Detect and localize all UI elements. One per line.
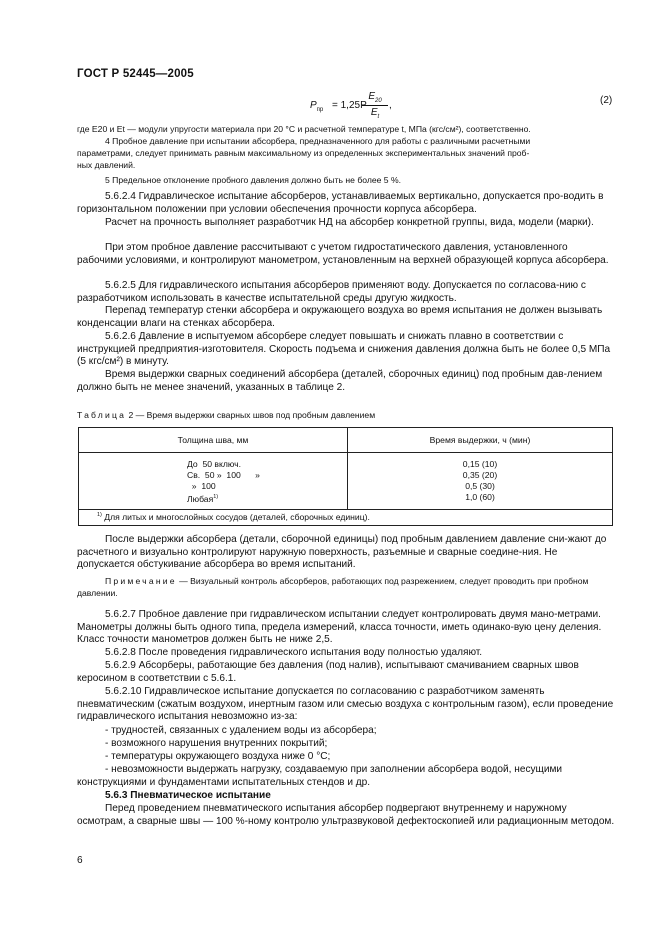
note-text: — Визуальный контроль абсорберов, работающих под разрежением, следует проводить при пробном давлении. (77, 576, 589, 598)
note-label: Примечание (105, 576, 177, 586)
formula-fraction (362, 91, 388, 120)
note-4-line1: 4 Пробное давление при испытании абсорбера, предназначенного для работы с различными расчетными (105, 136, 531, 146)
paragraph-5-6-2-10: 5.6.2.10 Гидравлическое испытание допускается по согласованию с разработчиком заменять пневматическим (сжатым воздухом, инертным газом или смесью воздуха с контрольным газом), если проведение гидравлического испытания невозможно из-за: (77, 686, 614, 723)
note-5: 5 Предельное отклонение пробного давления должно быть не более 5 %. (105, 175, 401, 185)
thickness-value-any (79, 492, 347, 505)
table-header-row (79, 428, 613, 453)
table-caption (77, 410, 375, 420)
table-footnote-row (79, 509, 613, 525)
time-value: 0,35 (20) (462, 470, 498, 480)
document-header: ГОСТ Р 52445—2005 (77, 68, 194, 80)
formula-den-sub: t (377, 114, 380, 120)
paragraph-5-6-2-7: 5.6.2.7 Пробное давление при гидравлическом испытании следует контролировать двумя мано-метрами. Манометры должны быть одного типа, предела измерений, класса точности, иметь одинако-вую цену деления. Класс точности манометров должен быть не ниже 2,5. (77, 609, 602, 646)
formula-lhs-symbol: P (310, 100, 317, 111)
paragraph-5-6-2-8: 5.6.2.8 После проведения гидравлического испытания воду полностью удаляют. (105, 647, 483, 658)
paragraph-strength: Расчет на прочность выполняет разработчик НД на абсорбер конкретной группы, вида, модели (марки). (105, 217, 594, 228)
paragraph-5-6-2-9: 5.6.2.9 Абсорберы, работающие без давления (под налив), испытывают смачиванием сварных швов керосином в соответствии с 5.6.1. (77, 660, 579, 684)
formula-den-symbol: E (370, 107, 378, 118)
thickness-cell (79, 453, 348, 510)
time-value: 0,5 (30) (465, 481, 495, 491)
holding-time-table (78, 427, 613, 526)
thickness-value: » 100 (187, 481, 216, 491)
table-header-thickness: Толщина шва, мм (79, 428, 348, 453)
paragraph-5-6-2-4: 5.6.2.4 Гидравлическое испытание абсорберов, устанавливаемых вертикально, допускается про-водить в горизонтальном положении при условии обеспечения прочности корпуса абсорбера. (77, 191, 604, 215)
formula-where: где E20 и Et — модули упругости материала при 20 °С и расчетной температуре t, МПа (кгс/см²), соответственно. (77, 124, 531, 134)
page-number: 6 (77, 855, 83, 866)
paragraph-after-holding: После выдержки абсорбера (детали, сборочной единицы) под пробным давлением давление сни-жают до расчетного и визуально контролируют наружную поверхность, разъемные и сварные соедине-ния. Не допускается обстукивание абсорбера во время испытаний. (77, 534, 607, 571)
thickness-value: До 50 включ. (187, 459, 241, 469)
formula-comma: , (389, 100, 392, 111)
bullet-item: - возможного нарушения внутренних покрытий; (105, 738, 328, 749)
footnote-ref: 1) (213, 494, 219, 500)
table-header-time: Время выдержки, ч (мин) (348, 428, 613, 453)
formula-lhs (310, 100, 323, 113)
note-visual-control (77, 575, 617, 599)
formula-eq: = 1,25P (332, 100, 367, 111)
formula-denominator (362, 106, 388, 120)
paragraph-5-6-2-5: 5.6.2.5 Для гидравлического испытания абсорберов применяют воду. Допускается по согласова-нию с разработчиком использовать в качестве испытательной среды другую жидкость. (77, 280, 586, 304)
formula-num-symbol: E (368, 91, 375, 102)
table-caption-text: 2 — Время выдержки сварных швов под пробным давлением (126, 410, 376, 420)
formula-lhs-sub: пр (316, 107, 324, 113)
formula-numerator (362, 91, 388, 106)
note-4-line2: параметрами, следует принимать равным максимальному из определенных экспериментальных значений проб- (77, 148, 530, 158)
time-value: 1,0 (60) (465, 492, 495, 502)
footnote-mark: 1) (97, 512, 102, 519)
paragraph-test-pressure: При этом пробное давление рассчитывают с учетом гидростатического давления, установленного рабочими условиями, и контролируют манометром, установленным на верхней образующей корпуса абсорбера. (77, 242, 609, 266)
table-caption-label: Таблица (77, 410, 127, 420)
paragraph-holding-time: Время выдержки сварных соединений абсорбера (деталей, сборочных единиц) под пробным дав-лением должно быть не менее значений, указанных в таблице 2. (77, 369, 603, 393)
bullet-item: - температуры окружающего воздуха ниже 0 °С; (105, 751, 331, 762)
formula-number: (2) (600, 95, 613, 106)
bullet-item: - невозможности выдержать нагрузку, создаваемую при заполнении абсорбера водой, несущими конструкциями и фундаментами испытательных стендов и др. (77, 764, 563, 788)
paragraph-temperature: Перепад температур стенки абсорбера и окружающего воздуха во время испытания не должен вызывать конденсации влаги на стенках абсорбера. (77, 305, 603, 329)
footnote-text: Для литых и многослойных сосудов (деталей, сборочных единиц). (101, 512, 370, 523)
table-row (79, 453, 613, 510)
paragraph-pneumatic: Перед проведением пневматического испытания абсорбер подвергают внутреннему и наружному осмотрам, а сварные швы — 100 %-ному контролю ультразвуковой дефектоскопией или радиационным методом. (77, 803, 615, 827)
bullet-item: - трудностей, связанных с удалением воды из абсорбера; (105, 725, 377, 736)
section-heading-5-6-3: 5.6.3 Пневматическое испытание (105, 790, 271, 801)
formula-num-sub: 20 (374, 98, 382, 104)
thickness-any-label: Любая (187, 493, 214, 504)
table-footnote (79, 509, 613, 525)
time-value: 0,15 (10) (462, 459, 498, 469)
thickness-value: Св. 50 » 100 » (187, 470, 260, 480)
note-4-line3: ных давлений. (77, 160, 136, 170)
time-cell (348, 453, 613, 510)
paragraph-5-6-2-6: 5.6.2.6 Давление в испытуемом абсорбере следует повышать и снижать плавно в соответствии с инструкцией предприятия-изготовителя. Скорость подъема и снижения давления должна быть не более 0,5 МПа (5 кгс/см²) в минуту. (77, 331, 611, 368)
